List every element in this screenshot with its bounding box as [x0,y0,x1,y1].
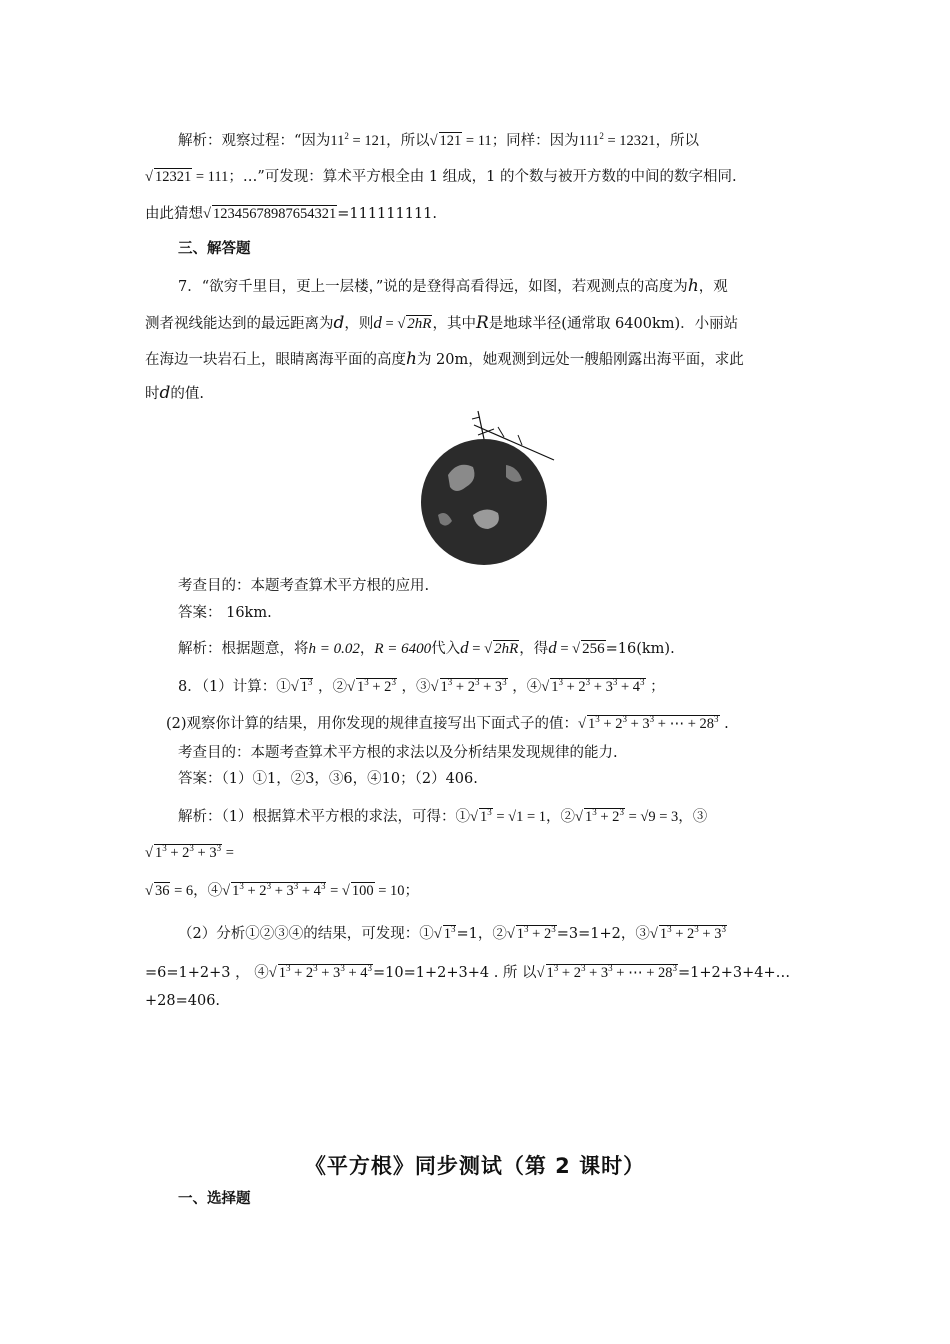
q8-exp-line-4: （2）分析①②③④的结果，可发现：①√ $1^3=1$，②√ $1^3 + 2^3=3=1+2$，③√ $1^3 + 2^3 + 3^3$ [178,924,726,942]
math-sqrt-121: √ 121 = 11 [429,133,492,149]
q8-answer: 答案：（1）①1，②3，③6，④10；（2）406. [178,771,478,787]
q8-exp-line-1: 解析：（1）根据算术平方根的求法，可得：①√ $1^3 = √1 = 1$，②√ $1^3 + 2^3 = √9 = 3$，③ [178,807,708,825]
math-sqrt-3: √ $1^3 + 2^3 + 3^3$ [430,677,507,695]
math-sqrt-2: √ $1^3 + 2^3$ [347,677,396,695]
math-11-squared: $11^2 = 121$ [330,131,387,149]
q8-exp-line-6: +28=406. [145,993,221,1009]
q8-line-1: 8．（1）计算：①√ $1^3$ ，②√ $1^3 + 2^3$ ，③√ $1^3 + 2^3 + 3^3$ ，④√ $1^3 + 2^3 + 3^3 + 4^3$ ； [178,677,665,695]
tick [518,435,522,445]
text: 解析：观察过程：“因为 [178,133,331,149]
earth-circle [421,439,547,565]
analysis-line-2 [145,166,737,188]
tick [472,417,480,419]
q8-line-2: (2)观察你计算的结果，用你发现的规律直接写出下面式子的值：√ $1^3 + 2^3 + 3^3$ + ⋯ + $28^3$ . [166,714,729,732]
math-formula-d: d = √ 2hR [373,313,432,332]
math-formula-d: d = √ 2hR [460,638,519,657]
text: =111111111. [337,206,438,222]
section-heading-answers: 三、解答题 [178,241,251,257]
earth-globe-figure [418,405,558,565]
q8-purpose: 考查目的：本题考查算术平方根的求法以及分析结果发现规律的能力. [178,745,618,761]
math-111-squared: $111^2 = 12321$ [578,131,656,149]
q7-line-3: 在海边一块岩石上，眼睛离海平面的高度h为 20m，她观测到远处一艘船刚露出海平面，求此 [145,349,744,369]
q7-line-1: 7．“欲穷千里目，更上一层楼，”说的是登得高看得远，如图，若观测点的高度为h，观 [178,276,728,296]
analysis-line-3 [145,203,437,225]
text: ；同样：因为 [491,133,579,149]
q8-exp-line-2: √ $1^3 + 2^3 + 3^3$ = [145,843,234,861]
section-heading-choice: 一、选择题 [178,1191,251,1207]
text: 由此猜想 [145,206,203,222]
page-title: 《平方根》同步测试（第 2 课时） [304,1154,646,1178]
math-sqrt-1: √ $1^3$ [290,677,313,695]
q7-line-2: 测者视线能达到的最远距离为d，则d = √ 2hR，其中R是地球半径(通常取 6400km)．小丽站 [145,313,739,333]
q7-answer: 答案： 16km. [178,605,272,621]
q7-purpose: 考查目的：本题考查算术平方根的应用. [178,578,430,594]
q8-exp-line-3: √ 36 = 6，④√ $1^3 + 2^3 + 3^3 + 4^3$ = √ 100 = 10； [145,881,420,899]
text: ，所以 [655,133,700,149]
math-sqrt-256: d = √ 256 [548,638,605,657]
math-sqrt-sum-28: √ $1^3 + 2^3 + 3^3$ + ⋯ + $28^3$ [578,714,719,732]
math-sqrt-4: √ $1^3 + 2^3 + 3^3 + 4^3$ [541,677,645,695]
analysis-line-1 [178,130,699,152]
math-sqrt-12321: √ 12321 = 111 [145,169,229,185]
math-sqrt-guess: √ 12345678987654321 [203,206,337,222]
text: ，所以 [386,133,430,149]
q8-exp-line-5: =6=1+2+3 ， ④√ $1^3 + 2^3 + 3^3 + 4^3=10=1+2+3+4$ . 所 以√ $1^3 + 2^3 + 3^3$ + ⋯ + $28^3=1+2+3+4+\dots$ [145,963,791,981]
q7-explanation: 解析：根据题意，将h = 0.02，R = 6400代入d = √ 2hR，得d = √ 256=16(km). [178,638,675,657]
text: ；…”可发现：算术平方根全由 1 组成，1 的个数与被开方数的中间的数字相同. [228,169,737,185]
q7-line-4: 时d的值. [145,383,204,403]
